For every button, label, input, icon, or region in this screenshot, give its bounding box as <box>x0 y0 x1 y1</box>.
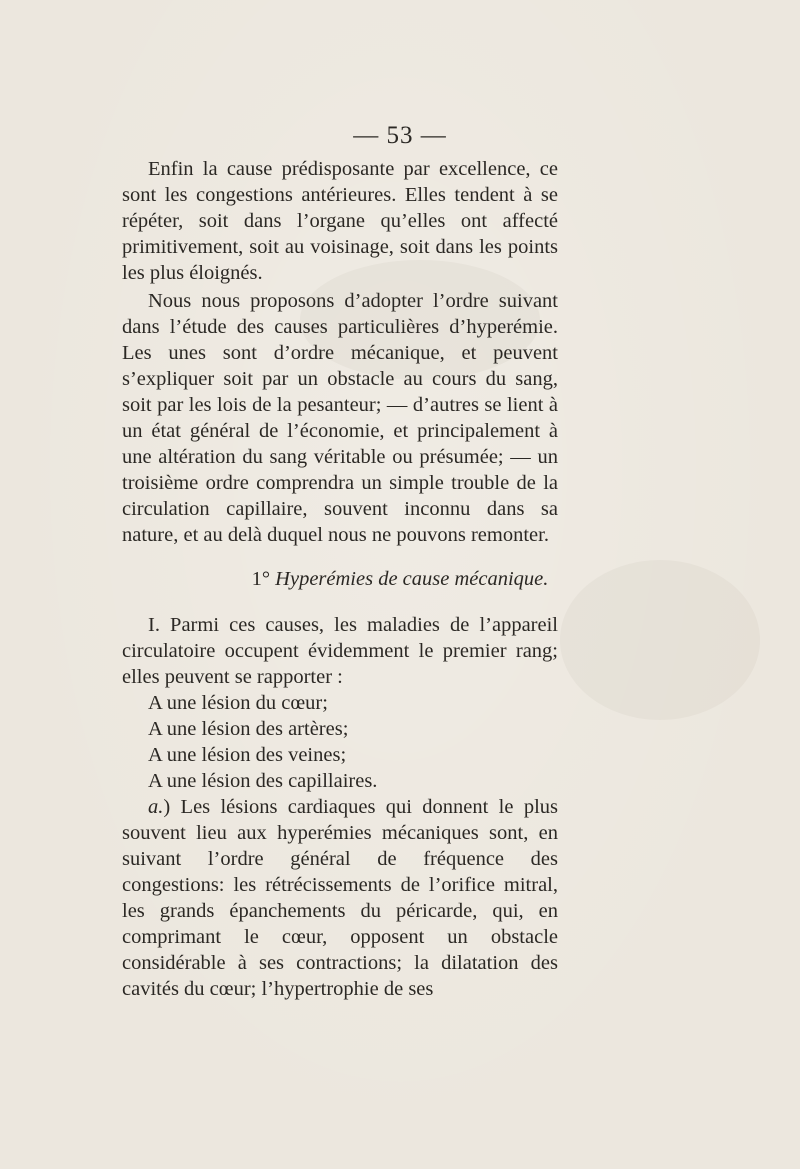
lesion-list <box>148 690 558 794</box>
list-item: A une lésion du cœur; <box>148 692 328 714</box>
paragraph <box>122 612 558 690</box>
paragraph-text: I. Parmi ces causes, les maladies de l’appareil circulatoire occupent évidemment le premier rang; elles peuvent se rapporter : <box>122 614 558 688</box>
list-item: A une lésion des capillaires. <box>148 770 378 792</box>
paragraph-text: Enfin la cause prédisposante par excellence, ce sont les congestions antérieures. Elles tendent à se répéter, soit dans l’organe qu’elles ont affecté primitivement, soit au voisinage, soit dans les points les plus éloignés. <box>122 158 558 284</box>
paragraph-marker: a. <box>148 796 164 818</box>
page-number: — 53 — <box>353 122 447 149</box>
paragraph <box>122 288 558 548</box>
paragraph-text: Nous nous proposons d’adopter l’ordre suivant dans l’étude des causes particulières d’hyperémie. Les unes sont d’ordre mécanique, et peuvent s’expliquer soit par un obstacle au cours du sang, soit par les lois de la pesanteur; — d’autres se lient à un état général de l’économie, et principalement à une altération du sang véritable ou présumée; — un troisième ordre comprendra un simple trouble de la circulation capillaire, souvent inconnu dans sa nature, et au delà duquel nous ne pouvons remonter. <box>122 290 558 546</box>
section-number: 1° <box>251 568 271 590</box>
paragraph-body: ) Les lésions cardiaques qui donnent le plus souvent lieu aux hyperémies mécaniques sont, en suivant l’ordre général de fréquence des congestions: les rétrécissements de l’orifice mitral, les grands épanchements du péricarde, qui, en comprimant le cœur, opposent un obstacle considérable à ses contractions; la dilatation des cavités du cœur; l’hypertrophie de ses <box>122 796 558 1000</box>
list-item: A une lésion des artères; <box>148 718 349 740</box>
section-heading <box>0 566 800 592</box>
paragraph <box>122 794 558 1002</box>
section-title: Hyperémies de cause mécanique. <box>275 568 549 590</box>
paragraph <box>122 156 558 286</box>
list-item: A une lésion des veines; <box>148 744 347 766</box>
paragraph-text <box>122 794 558 1002</box>
